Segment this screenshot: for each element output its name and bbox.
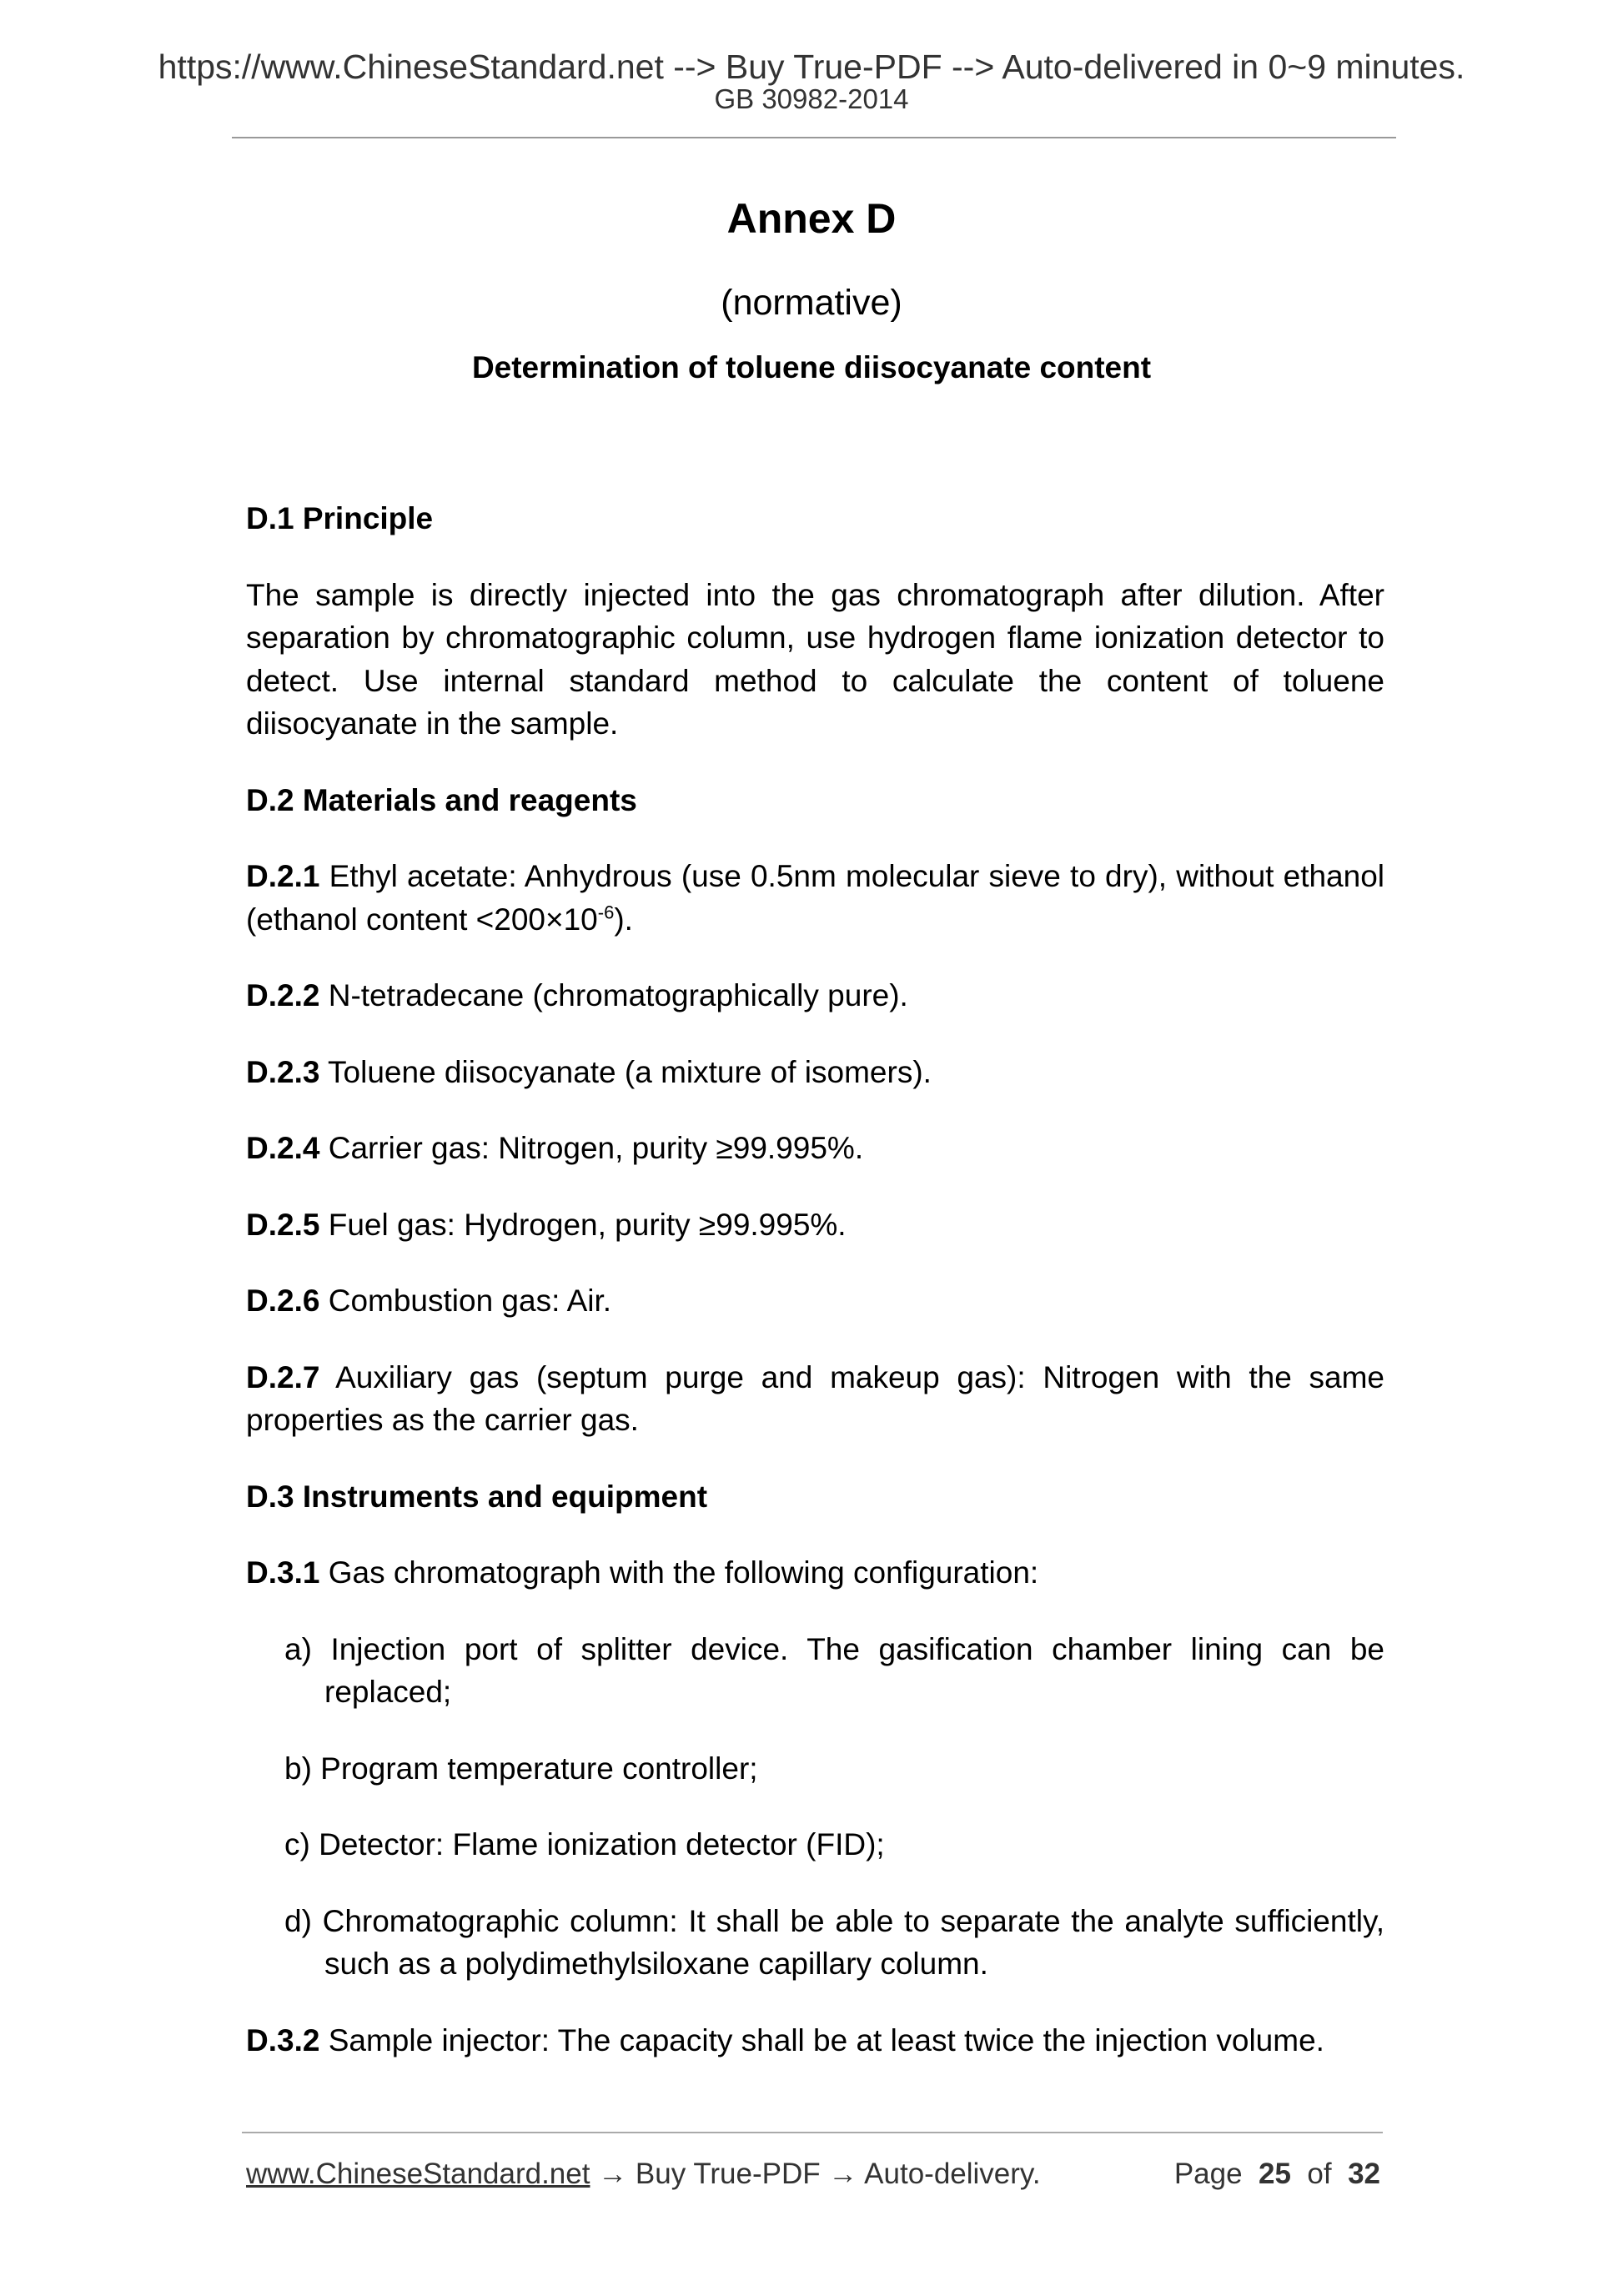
- clause-text-end: ).: [614, 902, 633, 937]
- clause-text: Carrier gas: Nitrogen, purity ≥99.995%.: [319, 1131, 864, 1165]
- clause-text: N-tetradecane (chromatographically pure).: [319, 978, 908, 1012]
- document-body: [246, 497, 1384, 2095]
- clause-d2-2: [246, 974, 1384, 1017]
- clause-number: D.2.3: [246, 1054, 320, 1089]
- annex-subject: Determination of toluene diisocyanate content: [471, 350, 1152, 384]
- clause-number: D.2.5: [246, 1207, 320, 1242]
- clause-number: D.2.6: [246, 1284, 320, 1318]
- page-indicator: [1174, 2156, 1380, 2193]
- clause-text: Fuel gas: Hydrogen, purity ≥99.995%.: [319, 1207, 847, 1242]
- page-total: 32: [1348, 2158, 1380, 2190]
- clause-number: D.3.2: [246, 2022, 320, 2057]
- clause-d2-3: [246, 1051, 1384, 1094]
- section-heading-d2: D.2 Materials and reagents: [246, 782, 637, 817]
- clause-d3-2: [246, 2019, 1384, 2062]
- clause-d2-6: [246, 1279, 1384, 1323]
- page-of: of: [1307, 2158, 1332, 2190]
- page-label: Page: [1173, 2158, 1243, 2190]
- clause-text: Sample injector: The capacity shall be at least twice the injection volume.: [319, 2022, 1324, 2057]
- header-banner: https://www.ChineseStandard.net --> Buy True-PDF --> Auto-delivered in 0~9 minutes.: [158, 48, 1465, 86]
- clause-number: D.3.1: [246, 1555, 320, 1590]
- footer-divider: [242, 2132, 1383, 2133]
- list-item-c: c) Detector: Flame ionization detector (FID);: [284, 1827, 885, 1861]
- clause-d2-4: [246, 1127, 1384, 1170]
- clause-number: D.2.7: [246, 1359, 320, 1394]
- footer-site-link[interactable]: www.ChineseStandard.net: [246, 2158, 590, 2190]
- clause-d2-5: [246, 1203, 1384, 1247]
- page-footer: [246, 2156, 1380, 2193]
- clause-text: Auxiliary gas (septum purge and makeup gas): Nitrogen with the same properties as the carrier gas.: [246, 1359, 1384, 1437]
- page-current: 25: [1259, 2158, 1291, 2190]
- clause-number: D.2.1: [246, 859, 320, 893]
- list-item-b: b) Program temperature controller;: [284, 1751, 758, 1786]
- clause-text: Gas chromatograph with the following configuration:: [319, 1555, 1039, 1590]
- clause-text: Combustion gas: Air.: [319, 1284, 612, 1318]
- annex-type: (normative): [721, 283, 902, 323]
- superscript-exponent: -6: [597, 902, 615, 923]
- clause-d3-1: [246, 1551, 1384, 1595]
- list-item-d: d) Chromatographic column: It shall be able to separate the analyte sufficiently, such as a polydimethylsiloxane capillary column.: [284, 1903, 1384, 1981]
- section-heading-d1: D.1 Principle: [246, 501, 434, 535]
- clause-number: D.2.4: [246, 1131, 320, 1165]
- clause-d2-1: [246, 855, 1384, 941]
- clause-text: Toluene diisocyanate (a mixture of isomers).: [319, 1054, 932, 1089]
- clause-number: D.2.2: [246, 978, 320, 1012]
- clause-text: Ethyl acetate: Anhydrous (use 0.5nm molecular sieve to dry), without ethanol (ethanol content <200×10: [246, 859, 1384, 937]
- standard-code: GB 30982-2014: [714, 83, 909, 114]
- clause-d2-7: [246, 1356, 1384, 1442]
- header-divider: [232, 137, 1396, 138]
- list-item-a: a) Injection port of splitter device. The gasification chamber lining can be replaced;: [284, 1631, 1384, 1709]
- footer-tagline: → Buy True-PDF → Auto-delivery.: [590, 2158, 1041, 2190]
- annex-title: Annex D: [726, 195, 897, 242]
- paragraph-d1: The sample is directly injected into the gas chromatograph after dilution. After separation by chromatographic column, use hydrogen flame ionization detector to detect. Use internal standard method to calculate the content of toluene diisocyanate in the sample.: [246, 577, 1384, 741]
- section-heading-d3: D.3 Instruments and equipment: [246, 1479, 708, 1514]
